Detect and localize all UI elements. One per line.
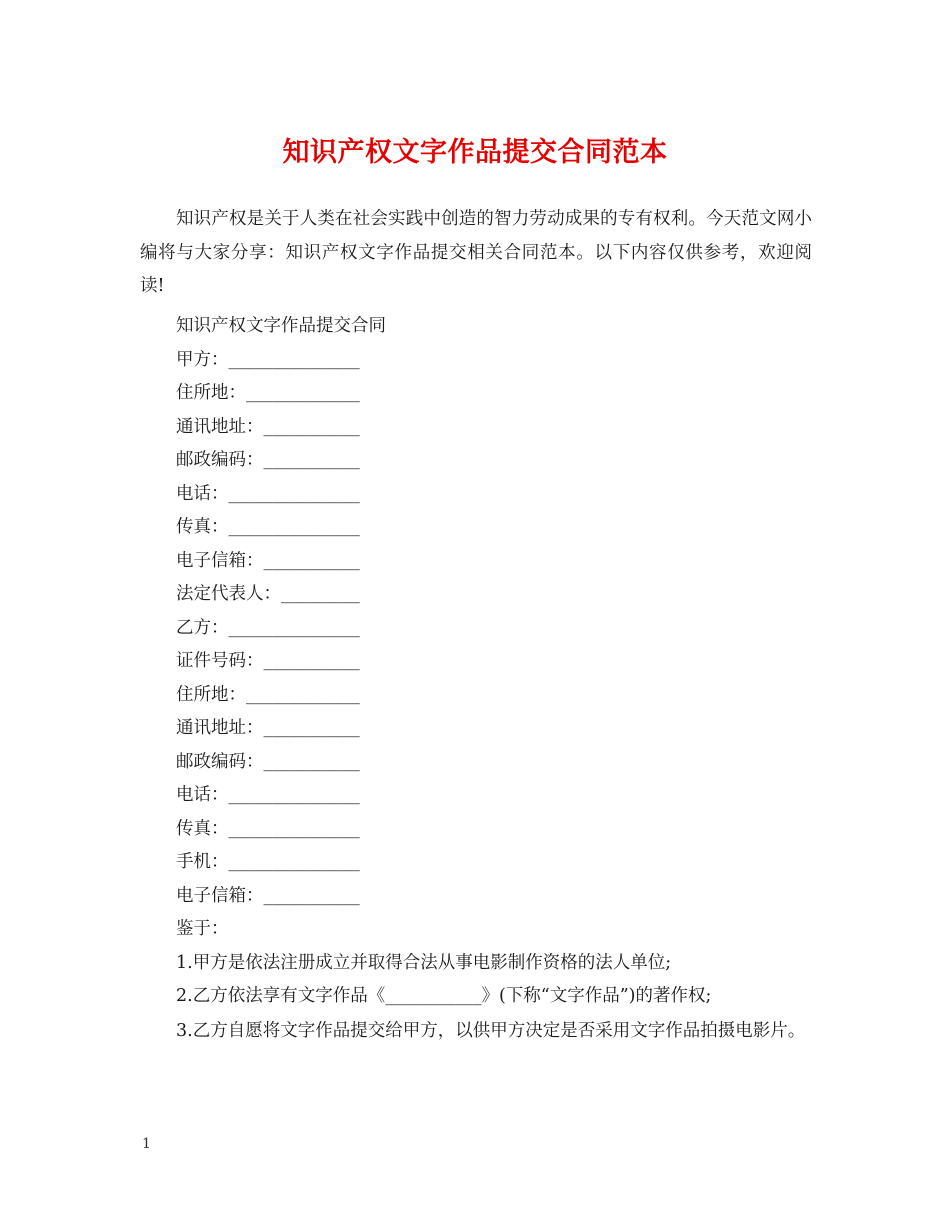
- intro-paragraph: [140, 203, 812, 304]
- party-b-postcode-field: 邮政编码：___________: [176, 751, 360, 772]
- contract-heading: 知识产权文字作品提交合同: [176, 316, 386, 336]
- party-a-address-field: 住所地：_____________: [176, 383, 360, 403]
- document-title: 知识产权文字作品提交合同范本: [282, 137, 668, 168]
- whereas-item-2: 2.乙方依法享有文字作品《___________》(下称“文字作品”)的著作权;: [176, 986, 712, 1006]
- whereas-item-1: 1.甲方是依法注册成立并取得合法从事电影制作资格的法人单位;: [176, 952, 672, 973]
- party-b-fax-field: 传真：_______________: [176, 818, 360, 839]
- party-a-field: 甲方：_______________: [176, 349, 360, 370]
- party-b-mailing-address-field: 通讯地址：___________: [176, 718, 360, 738]
- whereas-heading: 鉴于：: [176, 919, 229, 939]
- party-a-legal-rep-field: 法定代表人：_________: [176, 584, 360, 604]
- party-b-email-field: 电子信箱：___________: [176, 885, 360, 906]
- party-a-mailing-address-field: 通讯地址：___________: [176, 416, 360, 437]
- intro-text: 知识产权是关于人类在社会实践中创造的智力劳动成果的专有权利。今天范文网小编将与大家分享：知识产权文字作品提交相关合同范本。以下内容仅供参考，欢迎阅读!: [140, 209, 812, 296]
- party-a-email-field: 电子信箱：___________: [176, 550, 360, 571]
- party-a-phone-field: 电话：_______________: [176, 483, 360, 504]
- contract-fields: [176, 310, 816, 1014]
- party-b-address-field: 住所地：_____________: [176, 684, 360, 705]
- whereas-item-3: 3.乙方自愿将文字作品提交给甲方，以供甲方决定是否采用文字作品拍摄电影片。: [176, 1021, 806, 1041]
- party-a-fax-field: 传真：_______________: [176, 517, 360, 537]
- party-b-phone-field: 电话：_______________: [176, 785, 360, 805]
- party-b-field: 乙方：_______________: [176, 617, 360, 638]
- party-b-id-field: 证件号码：___________: [176, 651, 360, 671]
- party-a-postcode-field: 邮政编码：___________: [176, 450, 360, 470]
- page-number: 1: [142, 1136, 151, 1152]
- party-b-mobile-field: 手机：_______________: [176, 852, 360, 872]
